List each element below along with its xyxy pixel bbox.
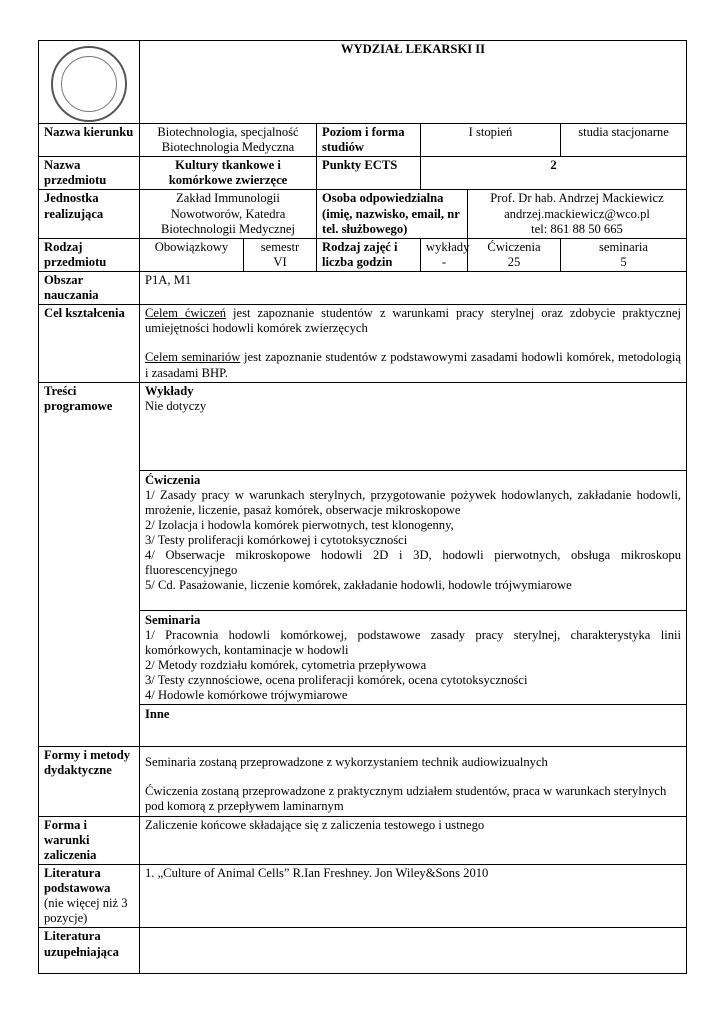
cwiczenia-hours: 25: [507, 254, 521, 269]
obszar-value: P1A, M1: [140, 271, 687, 304]
cel-value: [140, 305, 687, 382]
poziom-value: I stopień: [421, 124, 561, 157]
wyklady-cell: [421, 238, 468, 271]
zaliczenie-value: Zaliczenie końcowe składające się z zaliczenia testowego i ustnego: [140, 816, 687, 864]
tresci-value: [140, 382, 687, 746]
ects-value: 2: [421, 157, 687, 190]
list-item: 2/ Metody rozdziału komórek, cytometria przepływowa: [145, 657, 427, 672]
lit-podst-label-bold: Literatura podstawowa: [44, 865, 111, 896]
cel-seminariow-text: jest zapoznanie studentów z podstawowymi zasadami hodowli komórek, metodologią i zasadami BHP.: [145, 350, 682, 380]
lit-uzup-label: Literatura uzupełniająca: [39, 928, 140, 974]
cel-cwiczen-text: jest zapoznanie studentów z warunkami pracy sterylnej oraz zdobycie praktycznej umiejętności hodowli komórek zwierzęcych: [145, 306, 682, 336]
poziom-label: Poziom i forma studiów: [317, 124, 421, 157]
wyklady-label: wykłady: [426, 239, 470, 254]
ects-label: Punkty ECTS: [317, 157, 421, 190]
list-item: 3/ Testy czynnościowe, ocena proliferacji komórek, ocena cytotoksyczności: [145, 673, 528, 688]
list-item: 2/ Izolacja i hodowla komórek pierwotnych, test klonogenny,: [145, 517, 454, 532]
semestr-label: semestr: [260, 239, 300, 254]
logo-cell: [39, 41, 140, 124]
university-seal-icon: [51, 46, 127, 122]
list-item: 4/ Obserwacje mikroskopowe hodowli 2D i 3D, hodowli pierwotnych, obsługa mikroskopu fluorescencyjnego: [145, 548, 682, 578]
formy-p1: Seminaria zostaną przeprowadzone z wykorzystaniem technik audiowizualnych: [145, 754, 548, 769]
osoba-label: Osoba odpowiedzialna (imię, nazwisko, email, nr tel. służbowego): [317, 190, 468, 238]
seminaria-section: [140, 610, 686, 704]
zajecia-label: Rodzaj zajęć i liczba godzin: [317, 238, 421, 271]
seminaria-cell: [561, 238, 687, 271]
obszar-label: Obszar nauczania: [39, 271, 140, 304]
list-item: 1/ Pracownia hodowli komórkowej, podstawowe zasady pracy sterylnej, charakterystyka linii komórkowych, kontaminacje w hodowli: [145, 627, 682, 657]
lit-uzup-value: [140, 928, 687, 974]
cel-cwiczen-lead: Celem ćwiczeń: [145, 306, 227, 321]
wyklady-text: Nie dotyczy: [145, 398, 207, 413]
cwiczenia-cell: [468, 238, 561, 271]
cel-seminariow-lead: Celem seminariów: [145, 350, 241, 365]
semestr-cell: [244, 238, 317, 271]
lit-podst-value: 1. „Culture of Animal Cells” R.Ian Freshney. Jon Wiley&Sons 2010: [140, 864, 687, 927]
osoba-name: Prof. Dr hab. Andrzej Mackiewicz: [490, 191, 664, 206]
formy-label: Formy i metody dydaktyczne: [39, 746, 140, 816]
lit-podst-label: [39, 864, 140, 927]
wyklady-title: Wykłady: [145, 383, 194, 398]
seminaria-hours: 5: [620, 254, 627, 269]
syllabus-table: [38, 40, 687, 974]
osoba-email: andrzej.mackiewicz@wco.pl: [504, 206, 650, 221]
rodzaj-value: Obowiązkowy: [140, 238, 244, 271]
przedmiot-value: Kultury tkankowe i komórkowe zwierzęce: [140, 157, 317, 190]
rodzaj-label: Rodzaj przedmiotu: [39, 238, 140, 271]
kierunek-label: Nazwa kierunku: [39, 124, 140, 157]
semestr-value: VI: [273, 254, 287, 269]
list-item: 3/ Testy proliferacji komórkowej i cytotoksyczności: [145, 533, 408, 548]
list-item: 1/ Zasady pracy w warunkach sterylnych, przygotowanie pożywek hodowlanych, zakładanie hodowli, mrożenie, liczenie, pasaż komórek, obserwacje mikroskopowe: [145, 487, 682, 517]
tresci-label: Treści programowe: [39, 382, 140, 746]
cwiczenia-label: Ćwiczenia: [487, 239, 541, 254]
cwiczenia-title: Ćwiczenia: [145, 472, 201, 487]
jednostka-value: Zakład Immunologii Nowotworów, Katedra Biotechnologii Medycznej: [140, 190, 317, 238]
syllabus-page: [38, 40, 686, 974]
cel-label: Cel kształcenia: [39, 305, 140, 382]
kierunek-value: Biotechnologia, specjalność Biotechnologia Medyczna: [140, 124, 317, 157]
osoba-tel: tel: 861 88 50 665: [531, 221, 623, 236]
seminaria-title: Seminaria: [145, 612, 201, 627]
list-item: 5/ Cd. Pasażowanie, liczenie komórek, zakładanie hodowli, hodowle trójwymiarowe: [145, 578, 572, 593]
formy-value: [140, 746, 687, 816]
przedmiot-label: Nazwa przedmiotu: [39, 157, 140, 190]
faculty-title: WYDZIAŁ LEKARSKI II: [140, 41, 687, 124]
jednostka-label: Jednostka realizująca: [39, 190, 140, 238]
osoba-value: [468, 190, 687, 238]
forma-studiow-value: studia stacjonarne: [561, 124, 687, 157]
formy-p2: Ćwiczenia zostaną przeprowadzone z praktycznym udziałem studentów, praca w warunkach sterylnych pod komorą z przepływem laminarnym: [145, 783, 667, 813]
lit-podst-label-note: (nie więcej niż 3 pozycje): [44, 896, 128, 926]
inne-title: Inne: [145, 706, 170, 721]
seminaria-label: seminaria: [599, 239, 648, 254]
zaliczenie-label: Forma i warunki zaliczenia: [39, 816, 140, 864]
wyklady-hours: -: [441, 254, 447, 269]
list-item: 4/ Hodowle komórkowe trójwymiarowe: [145, 688, 348, 703]
wyklady-section: [145, 384, 681, 470]
cwiczenia-section: [140, 470, 686, 610]
inne-section: [140, 704, 686, 745]
